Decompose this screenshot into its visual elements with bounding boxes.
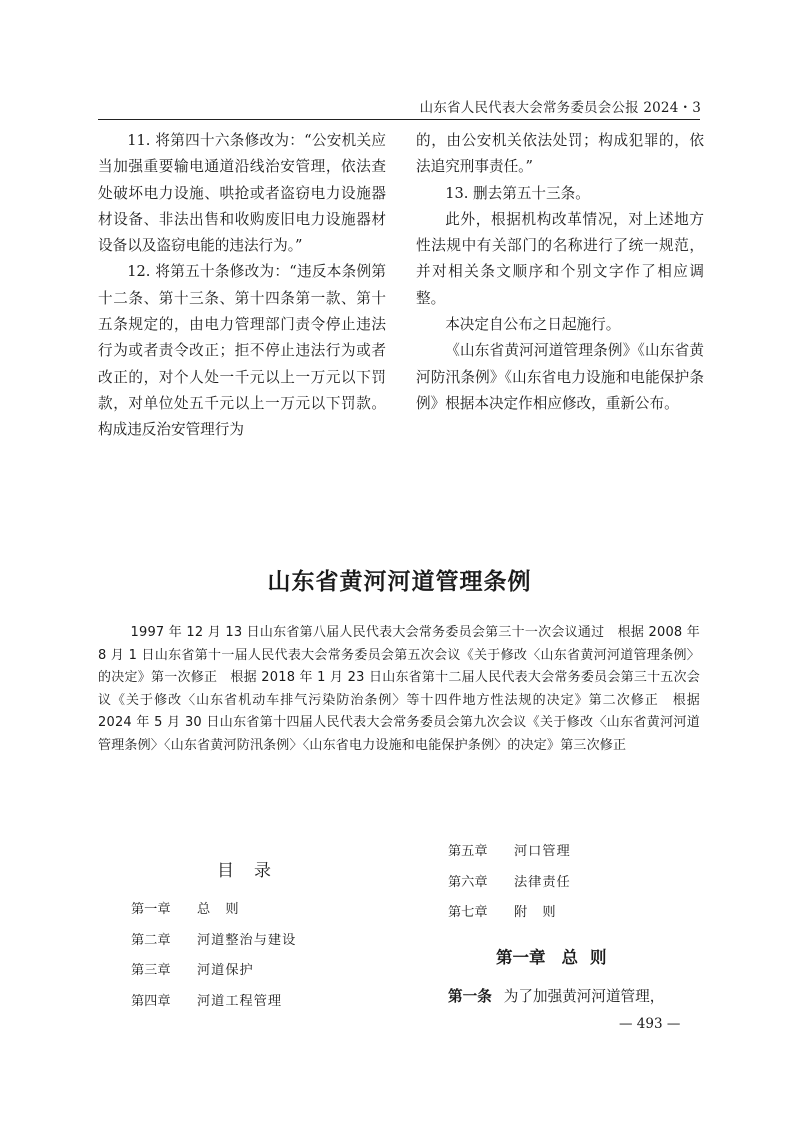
law-title: 山东省黄河河道管理条例: [267, 568, 532, 595]
toc-chapter-title: 附 则: [514, 905, 557, 920]
article-13-amendment: 13. 删去第五十三条。: [445, 184, 590, 202]
header-rule: [98, 119, 700, 120]
toc-chapter-title: 河口管理: [514, 844, 571, 859]
article-11-amendment: 11. 将第四十六条修改为：“公安机关应当加强重要输电通道沿线治安管理，依法查处破坏电力设施、哄抢或者盗窃电力设施器材设备、非法出售和收购废旧电力设施器材设备以及盗窃电能的违法行为。”: [98, 132, 386, 255]
toc-item: [448, 872, 571, 903]
toc-chapter-number: 第六章: [448, 874, 488, 890]
toc-item: [448, 841, 571, 872]
right-column: [416, 128, 704, 417]
article-1-label: 第一条: [448, 988, 492, 1005]
chapter-1-title: 总则: [561, 948, 619, 967]
toc-item: [131, 991, 296, 1022]
toc-chapter-title: 总 则: [197, 902, 240, 917]
article-12-continuation: 的，由公安机关依法处罚；构成犯罪的，依法追究刑事责任。”: [416, 132, 704, 176]
article-1: [448, 985, 664, 1006]
renaming-note: 此外，根据机构改革情况，对上述地方性法规中有关部门的名称进行了统一规范，并对相关条文顺序和个别文字作了相应调整。: [416, 210, 704, 307]
toc-chapter-title: 河道整治与建设: [197, 932, 297, 948]
toc-chapter-number: 第四章: [131, 993, 171, 1009]
journal-header: 山东省人民代表大会常务委员会公报 2024・3: [419, 100, 701, 116]
toc-chapter-number: 第三章: [131, 963, 171, 978]
toc-chapter-number: 第五章: [448, 844, 488, 859]
article-1-text: 为了加强黄河河道管理，: [503, 988, 665, 1005]
chapter-1-heading: [496, 944, 619, 968]
effective-date: 本决定自公布之日起施行。: [445, 316, 621, 334]
republication-note: 《山东省黄河河道管理条例》《山东省黄河防汛条例》《山东省电力设施和电能保护条例》根据本决定作相应修改，重新公布。: [416, 342, 704, 412]
toc-chapter-number: 第一章: [131, 902, 171, 917]
toc-list-right: [448, 841, 571, 933]
toc-chapter-title: 河道保护: [197, 963, 254, 978]
toc-list-left: [131, 899, 296, 1021]
toc-item: [131, 899, 296, 930]
left-column: [98, 128, 386, 444]
toc-item: [448, 902, 571, 933]
toc-chapter-title: 河道工程管理: [197, 993, 283, 1009]
toc-chapter-number: 第二章: [131, 932, 171, 948]
toc-heading: 目录: [217, 861, 291, 881]
toc-item: [131, 930, 296, 961]
law-history: 1997 年 12 月 13 日山东省第八届人民代表大会常务委员会第三十一次会议通过 根据 2008 年 8 月 1 日山东省第十一届人民代表大会常务委员会第五次会议《关于修改〈山东省黄河河道管理条例〉的决定》第一次修正 根据 2018 年 1 月 23 日山东省第十二届人民代表大会常务委员会第三十五次会议《关于修改〈山东省机动车排气污染防治条例〉等十四件地方性法规的决定》第二次修正 根据 2024 年 5 月 30 日山东省第十四届人民代表大会常务委员会第九次会议《关于修改〈山东省黄河河道管理条例〉〈山东省黄河防汛条例〉〈山东省电力设施和电能保护条例〉的决定》第三次修正: [98, 625, 700, 753]
article-12-amendment: 12. 将第五十条修改为：“违反本条例第十二条、第十三条、第十四条第一款、第十五条规定的，由电力管理部门责令停止违法行为或者责令改正；拒不停止违法行为或者改正的，对个人处一千元以上一万元以下罚款，对单位处五千元以上一万元以下罚款。构成违反治安管理行为: [98, 263, 386, 439]
toc-chapter-number: 第七章: [448, 905, 488, 920]
toc-item: [131, 960, 296, 991]
chapter-1-number: 第一章: [496, 948, 546, 967]
toc-chapter-title: 法律责任: [514, 874, 571, 890]
page-number: — 493 —: [619, 1016, 681, 1032]
